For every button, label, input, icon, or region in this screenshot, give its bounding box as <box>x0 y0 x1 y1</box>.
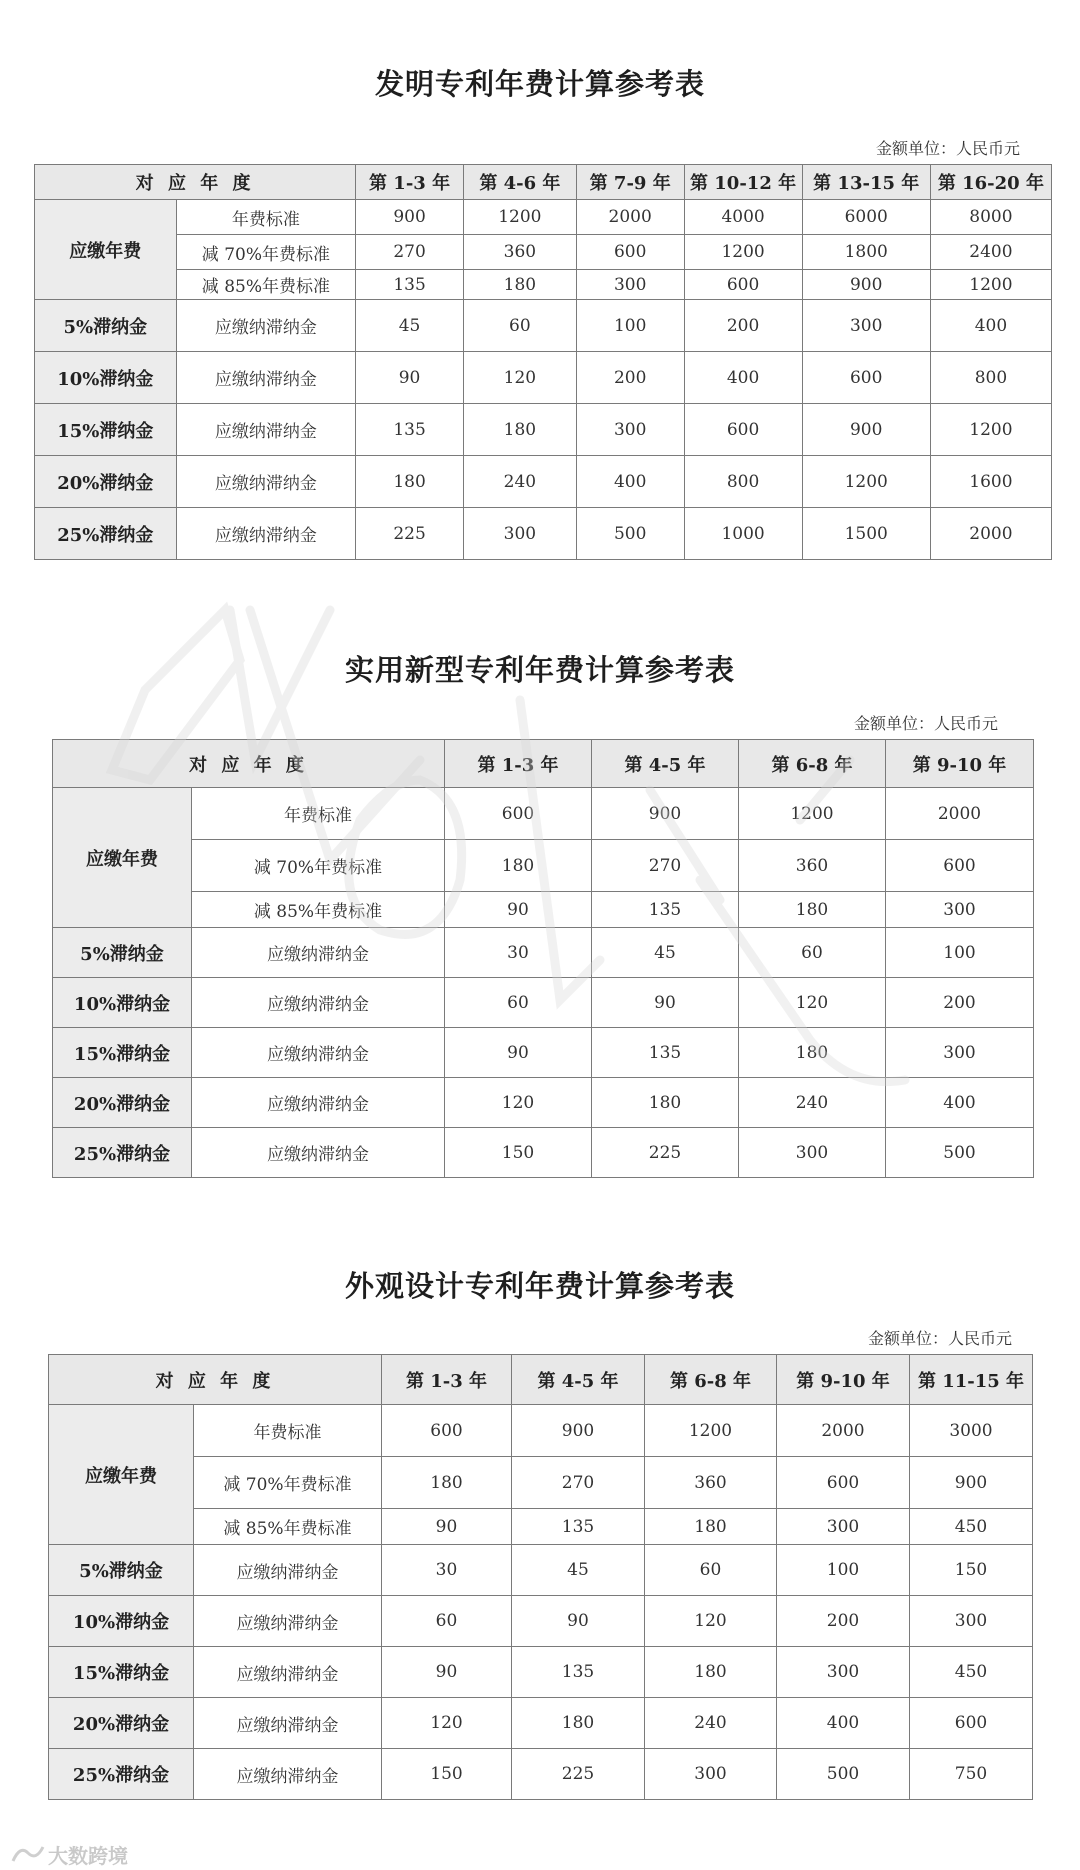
late-fee-cell: 240 <box>463 456 576 508</box>
late-sub-label: 应缴纳滞纳金 <box>176 300 356 352</box>
table-row <box>35 456 1052 508</box>
fee-sub-label: 减 70%年费标准 <box>192 840 445 892</box>
column-header: 第 16-20 年 <box>930 165 1051 200</box>
late-sub-label: 应缴纳滞纳金 <box>176 404 356 456</box>
late-fee-cell: 1500 <box>802 508 930 560</box>
late-fee-cell: 45 <box>512 1545 645 1596</box>
late-fee-cell: 180 <box>356 456 464 508</box>
fee-cell: 270 <box>512 1457 645 1509</box>
late-fee-cell: 300 <box>739 1128 886 1178</box>
column-header: 第 4-5 年 <box>592 740 739 788</box>
fee-cell: 300 <box>777 1509 910 1545</box>
fee-cell: 600 <box>684 270 802 300</box>
table-design <box>48 1354 1033 1800</box>
late-fee-label: 20%滞纳金 <box>53 1078 192 1128</box>
late-fee-cell: 1200 <box>930 404 1051 456</box>
fee-cell: 1800 <box>802 235 930 270</box>
fee-cell: 900 <box>356 200 464 235</box>
late-fee-cell: 300 <box>645 1749 777 1800</box>
late-fee-cell: 300 <box>910 1596 1033 1647</box>
late-fee-cell: 100 <box>777 1545 910 1596</box>
late-sub-label: 应缴纳滞纳金 <box>194 1647 382 1698</box>
late-fee-cell: 500 <box>777 1749 910 1800</box>
fee-cell: 270 <box>592 840 739 892</box>
fee-cell: 90 <box>445 892 592 928</box>
fee-group-label: 应缴年费 <box>49 1405 194 1545</box>
late-fee-cell: 120 <box>645 1596 777 1647</box>
table-row <box>53 978 1034 1028</box>
unit-design: 金额单位：人民币元 <box>867 1329 1012 1348</box>
table-row <box>53 788 1034 840</box>
late-fee-cell: 300 <box>886 1028 1034 1078</box>
late-fee-cell: 180 <box>645 1647 777 1698</box>
late-fee-cell: 1600 <box>930 456 1051 508</box>
fee-cell: 600 <box>576 235 684 270</box>
fee-cell: 4000 <box>684 200 802 235</box>
late-fee-cell: 900 <box>802 404 930 456</box>
table-row <box>49 1509 1033 1545</box>
late-fee-cell: 60 <box>645 1545 777 1596</box>
fee-cell: 600 <box>886 840 1034 892</box>
table-row <box>53 892 1034 928</box>
late-fee-cell: 400 <box>576 456 684 508</box>
late-fee-label: 25%滞纳金 <box>35 508 177 560</box>
late-sub-label: 应缴纳滞纳金 <box>176 508 356 560</box>
fee-cell: 360 <box>739 840 886 892</box>
late-fee-cell: 300 <box>463 508 576 560</box>
late-sub-label: 应缴纳滞纳金 <box>194 1545 382 1596</box>
late-fee-cell: 240 <box>739 1078 886 1128</box>
late-fee-cell: 60 <box>739 928 886 978</box>
table-row <box>35 300 1052 352</box>
late-fee-cell: 300 <box>777 1647 910 1698</box>
late-fee-cell: 135 <box>592 1028 739 1078</box>
late-fee-cell: 150 <box>445 1128 592 1178</box>
fee-cell: 135 <box>592 892 739 928</box>
late-fee-label: 15%滞纳金 <box>49 1647 194 1698</box>
column-header: 第 6-8 年 <box>739 740 886 788</box>
late-fee-cell: 100 <box>886 928 1034 978</box>
fee-cell: 1200 <box>739 788 886 840</box>
late-fee-cell: 1200 <box>802 456 930 508</box>
late-sub-label: 应缴纳滞纳金 <box>176 352 356 404</box>
late-fee-cell: 45 <box>356 300 464 352</box>
late-fee-cell: 200 <box>684 300 802 352</box>
late-fee-cell: 400 <box>886 1078 1034 1128</box>
column-header: 第 4-5 年 <box>512 1355 645 1405</box>
late-fee-cell: 90 <box>512 1596 645 1647</box>
late-fee-cell: 60 <box>463 300 576 352</box>
late-fee-label: 10%滞纳金 <box>49 1596 194 1647</box>
fee-sub-label: 减 70%年费标准 <box>176 235 356 270</box>
fee-cell: 360 <box>645 1457 777 1509</box>
late-fee-cell: 30 <box>445 928 592 978</box>
late-fee-cell: 135 <box>356 404 464 456</box>
year-header-label: 对 应 年 度 <box>49 1355 382 1405</box>
header-row <box>35 165 1052 200</box>
unit-utility: 金额单位：人民币元 <box>853 714 998 733</box>
fee-cell: 600 <box>445 788 592 840</box>
table-row <box>49 1698 1033 1749</box>
late-fee-cell: 120 <box>445 1078 592 1128</box>
late-sub-label: 应缴纳滞纳金 <box>192 978 445 1028</box>
fee-sub-label: 减 85%年费标准 <box>194 1509 382 1545</box>
late-fee-cell: 180 <box>739 1028 886 1078</box>
fee-cell: 2400 <box>930 235 1051 270</box>
fee-cell: 180 <box>645 1509 777 1545</box>
late-fee-cell: 30 <box>382 1545 512 1596</box>
late-sub-label: 应缴纳滞纳金 <box>194 1698 382 1749</box>
title-invention: 发明专利年费计算参考表 <box>374 67 705 101</box>
table-row <box>35 235 1052 270</box>
late-fee-label: 15%滞纳金 <box>53 1028 192 1078</box>
year-header-label: 对 应 年 度 <box>35 165 356 200</box>
fee-cell: 600 <box>777 1457 910 1509</box>
late-fee-cell: 60 <box>382 1596 512 1647</box>
fee-cell: 180 <box>463 270 576 300</box>
table-row <box>35 352 1052 404</box>
late-fee-cell: 100 <box>576 300 684 352</box>
fee-sub-label: 年费标准 <box>176 200 356 235</box>
late-fee-cell: 240 <box>645 1698 777 1749</box>
logo-icon <box>10 1843 46 1865</box>
late-sub-label: 应缴纳滞纳金 <box>192 928 445 978</box>
fee-sub-label: 减 85%年费标准 <box>176 270 356 300</box>
late-fee-cell: 90 <box>445 1028 592 1078</box>
late-fee-cell: 800 <box>684 456 802 508</box>
fee-cell: 1200 <box>463 200 576 235</box>
late-fee-cell: 90 <box>356 352 464 404</box>
fee-sub-label: 年费标准 <box>192 788 445 840</box>
late-sub-label: 应缴纳滞纳金 <box>176 456 356 508</box>
fee-cell: 1200 <box>930 270 1051 300</box>
fee-cell: 900 <box>512 1405 645 1457</box>
late-fee-label: 25%滞纳金 <box>49 1749 194 1800</box>
fee-group-label: 应缴年费 <box>35 200 177 300</box>
late-fee-cell: 150 <box>910 1545 1033 1596</box>
late-fee-cell: 180 <box>592 1078 739 1128</box>
fee-sub-label: 减 85%年费标准 <box>192 892 445 928</box>
late-fee-cell: 180 <box>463 404 576 456</box>
late-fee-cell: 120 <box>739 978 886 1028</box>
fee-cell: 450 <box>910 1509 1033 1545</box>
table-row <box>49 1405 1033 1457</box>
column-header: 第 1-3 年 <box>356 165 464 200</box>
late-fee-cell: 400 <box>930 300 1051 352</box>
fee-cell: 300 <box>576 270 684 300</box>
fee-cell: 3000 <box>910 1405 1033 1457</box>
late-sub-label: 应缴纳滞纳金 <box>194 1596 382 1647</box>
late-fee-cell: 60 <box>445 978 592 1028</box>
column-header: 第 13-15 年 <box>802 165 930 200</box>
late-fee-cell: 600 <box>684 404 802 456</box>
fee-cell: 6000 <box>802 200 930 235</box>
table-row <box>35 404 1052 456</box>
late-sub-label: 应缴纳滞纳金 <box>194 1749 382 1800</box>
fee-cell: 8000 <box>930 200 1051 235</box>
late-fee-cell: 2000 <box>930 508 1051 560</box>
fee-cell: 900 <box>592 788 739 840</box>
late-fee-cell: 90 <box>592 978 739 1028</box>
late-fee-label: 20%滞纳金 <box>49 1698 194 1749</box>
late-fee-cell: 200 <box>777 1596 910 1647</box>
late-fee-label: 10%滞纳金 <box>53 978 192 1028</box>
fee-cell: 600 <box>382 1405 512 1457</box>
column-header: 第 6-8 年 <box>645 1355 777 1405</box>
column-header: 第 1-3 年 <box>382 1355 512 1405</box>
late-fee-cell: 500 <box>886 1128 1034 1178</box>
fee-cell: 900 <box>802 270 930 300</box>
late-fee-label: 20%滞纳金 <box>35 456 177 508</box>
late-fee-cell: 450 <box>910 1647 1033 1698</box>
table-row <box>53 1128 1034 1178</box>
late-fee-cell: 225 <box>512 1749 645 1800</box>
header-row <box>53 740 1034 788</box>
fee-sub-label: 年费标准 <box>194 1405 382 1457</box>
column-header: 第 4-6 年 <box>463 165 576 200</box>
fee-cell: 180 <box>445 840 592 892</box>
fee-sub-label: 减 70%年费标准 <box>194 1457 382 1509</box>
fee-cell: 270 <box>356 235 464 270</box>
late-fee-cell: 120 <box>463 352 576 404</box>
header-row <box>49 1355 1033 1405</box>
table-invention <box>34 164 1052 560</box>
late-fee-label: 25%滞纳金 <box>53 1128 192 1178</box>
late-fee-label: 15%滞纳金 <box>35 404 177 456</box>
late-fee-cell: 150 <box>382 1749 512 1800</box>
late-fee-cell: 600 <box>802 352 930 404</box>
late-fee-label: 5%滞纳金 <box>49 1545 194 1596</box>
fee-cell: 1200 <box>645 1405 777 1457</box>
table-row <box>49 1545 1033 1596</box>
table-row <box>53 928 1034 978</box>
late-fee-cell: 300 <box>576 404 684 456</box>
fee-cell: 180 <box>739 892 886 928</box>
late-fee-label: 10%滞纳金 <box>35 352 177 404</box>
title-design: 外观设计专利年费计算参考表 <box>344 1269 735 1303</box>
table-row <box>49 1457 1033 1509</box>
unit-invention: 金额单位：人民币元 <box>875 139 1020 158</box>
fee-cell: 900 <box>910 1457 1033 1509</box>
fee-cell: 135 <box>356 270 464 300</box>
column-header: 第 9-10 年 <box>777 1355 910 1405</box>
column-header: 第 1-3 年 <box>445 740 592 788</box>
fee-cell: 360 <box>463 235 576 270</box>
late-fee-cell: 90 <box>382 1647 512 1698</box>
late-fee-cell: 400 <box>777 1698 910 1749</box>
late-fee-cell: 200 <box>576 352 684 404</box>
late-fee-cell: 200 <box>886 978 1034 1028</box>
late-fee-cell: 225 <box>592 1128 739 1178</box>
fee-cell: 2000 <box>886 788 1034 840</box>
table-row <box>49 1647 1033 1698</box>
column-header: 第 10-12 年 <box>684 165 802 200</box>
year-header-label: 对 应 年 度 <box>53 740 445 788</box>
late-sub-label: 应缴纳滞纳金 <box>192 1078 445 1128</box>
brand-watermark-text: 大数跨境 <box>48 1844 128 1868</box>
fee-cell: 180 <box>382 1457 512 1509</box>
table-row <box>35 508 1052 560</box>
late-fee-label: 5%滞纳金 <box>53 928 192 978</box>
table-row <box>49 1596 1033 1647</box>
late-fee-label: 5%滞纳金 <box>35 300 177 352</box>
late-sub-label: 应缴纳滞纳金 <box>192 1128 445 1178</box>
table-row <box>53 1078 1034 1128</box>
table-row <box>35 270 1052 300</box>
late-fee-cell: 300 <box>802 300 930 352</box>
fee-cell: 1200 <box>684 235 802 270</box>
late-fee-cell: 800 <box>930 352 1051 404</box>
late-fee-cell: 1000 <box>684 508 802 560</box>
fee-cell: 90 <box>382 1509 512 1545</box>
late-fee-cell: 600 <box>910 1698 1033 1749</box>
late-fee-cell: 225 <box>356 508 464 560</box>
title-utility: 实用新型专利年费计算参考表 <box>344 653 735 687</box>
late-fee-cell: 120 <box>382 1698 512 1749</box>
fee-cell: 2000 <box>576 200 684 235</box>
table-row <box>53 1028 1034 1078</box>
fee-cell: 300 <box>886 892 1034 928</box>
late-sub-label: 应缴纳滞纳金 <box>192 1028 445 1078</box>
late-fee-cell: 135 <box>512 1647 645 1698</box>
fee-group-label: 应缴年费 <box>53 788 192 928</box>
late-fee-cell: 400 <box>684 352 802 404</box>
late-fee-cell: 180 <box>512 1698 645 1749</box>
column-header: 第 7-9 年 <box>576 165 684 200</box>
column-header: 第 9-10 年 <box>886 740 1034 788</box>
fee-cell: 135 <box>512 1509 645 1545</box>
column-header: 第 11-15 年 <box>910 1355 1033 1405</box>
late-fee-cell: 750 <box>910 1749 1033 1800</box>
table-row <box>53 840 1034 892</box>
late-fee-cell: 45 <box>592 928 739 978</box>
table-utility <box>52 739 1034 1178</box>
table-row <box>35 200 1052 235</box>
table-row <box>49 1749 1033 1800</box>
late-fee-cell: 500 <box>576 508 684 560</box>
fee-cell: 2000 <box>777 1405 910 1457</box>
